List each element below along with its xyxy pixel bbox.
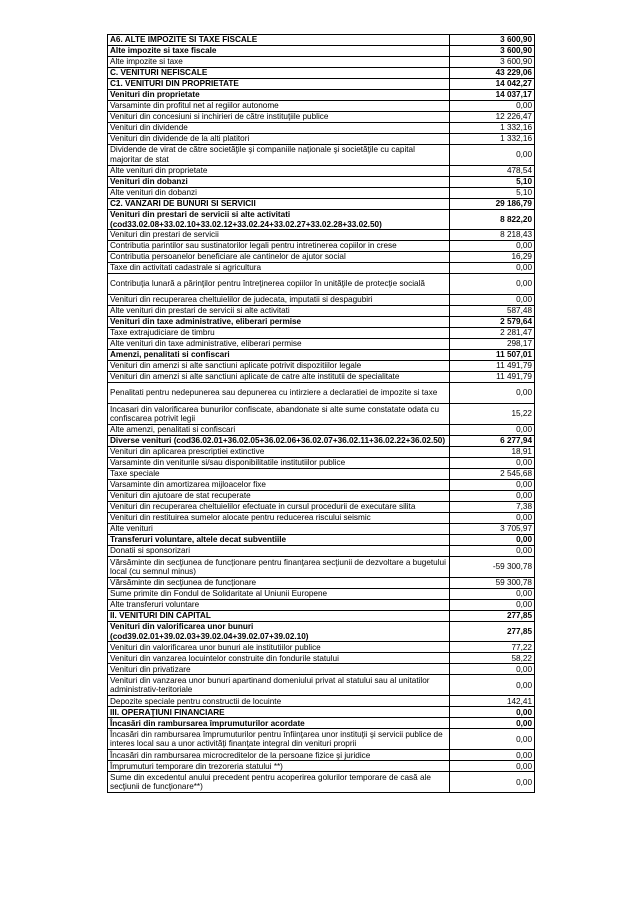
row-value: 1 332,16 <box>450 134 535 145</box>
table-row <box>108 524 535 535</box>
table-row <box>108 79 535 90</box>
row-label: Alte amenzi, penalitati si confiscari <box>108 425 450 436</box>
table-row <box>108 546 535 557</box>
row-label: Venituri din vanzarea locuintelor construite din fondurile statului <box>108 653 450 664</box>
row-label: Contributia parintilor sau sustinatorilor legali pentru intretinerea copiilor in crese <box>108 241 450 252</box>
table-row <box>108 274 535 295</box>
row-label: Venituri din ajutoare de stat recuperate <box>108 491 450 502</box>
table-row <box>108 557 535 578</box>
budget-revenue-table <box>107 34 535 793</box>
row-value: 0,00 <box>450 718 535 729</box>
table-row <box>108 188 535 199</box>
row-label: Alte venituri din taxe administrative, eliberari permise <box>108 339 450 350</box>
row-value: 0,00 <box>450 675 535 696</box>
row-value: 1 332,16 <box>450 123 535 134</box>
row-label: Venituri din recuperarea cheltuielilor efectuate in cursul procedurii de executare silita <box>108 502 450 513</box>
table-row <box>108 372 535 383</box>
row-label: Contributia persoanelor beneficiare ale cantinelor de ajutor social <box>108 252 450 263</box>
row-label: Venituri din taxe administrative, eliberari permise <box>108 317 450 328</box>
table-row <box>108 718 535 729</box>
table-row <box>108 339 535 350</box>
row-label: Contribuţia lunară a părinţilor pentru întreţinerea copiilor în unităţile de protecţie socială <box>108 274 450 295</box>
row-label: C1. VENITURI DIN PROPRIETATE <box>108 79 450 90</box>
row-label: Varsaminte din veniturile si/sau disponibilitatile institutiilor publice <box>108 458 450 469</box>
row-label: Încasări din rambursarea împrumuturilor pentru înfiinţarea unor instituţii şi servicii publice de interes local sau a unor activităţi finanţate integral din venituri proprii <box>108 729 450 750</box>
row-label: Taxe din activitati cadastrale si agricultura <box>108 263 450 274</box>
row-value: 0,00 <box>450 241 535 252</box>
table-row <box>108 263 535 274</box>
table-row <box>108 101 535 112</box>
table-row <box>108 295 535 306</box>
table-row <box>108 436 535 447</box>
row-label: Venituri din dividende de la alti platitori <box>108 134 450 145</box>
row-value: 8 822,20 <box>450 210 535 230</box>
table-row <box>108 611 535 622</box>
row-value: 16,29 <box>450 252 535 263</box>
table-row <box>108 383 535 404</box>
table-row <box>108 328 535 339</box>
row-label: Alte impozite si taxe <box>108 57 450 68</box>
row-label: Diverse venituri (cod36.02.01+36.02.05+36.02.06+36.02.07+36.02.11+36.02.22+36.02.50) <box>108 436 450 447</box>
row-label: Alte venituri din dobanzi <box>108 188 450 199</box>
table-row <box>108 425 535 436</box>
row-value: 8 218,43 <box>450 230 535 241</box>
row-value: 2 579,64 <box>450 317 535 328</box>
row-value: 0,00 <box>450 491 535 502</box>
row-value: 5,10 <box>450 188 535 199</box>
row-value: 0,00 <box>450 274 535 295</box>
row-label: Venituri din privatizare <box>108 664 450 675</box>
row-label: Vărsăminte din secţiunea de funcţionare pentru finanţarea secţiunii de dezvoltare a bugetului local (cu semnul minus) <box>108 557 450 578</box>
table-row <box>108 513 535 524</box>
table-row <box>108 404 535 425</box>
row-value: 0,00 <box>450 383 535 404</box>
row-value: 277,85 <box>450 611 535 622</box>
row-value: 3 705,97 <box>450 524 535 535</box>
row-value: 0,00 <box>450 750 535 761</box>
row-value: 2 281,47 <box>450 328 535 339</box>
budget-revenue-table-body <box>108 35 535 793</box>
row-label: Depozite speciale pentru constructii de locuinte <box>108 696 450 707</box>
row-label: Sume primite din Fondul de Solidaritate al Uniunii Europene <box>108 589 450 600</box>
row-value: -59 300,78 <box>450 557 535 578</box>
table-row <box>108 134 535 145</box>
table-row <box>108 729 535 750</box>
row-label: Dividende de virat de către societăţile şi companiile naţionale şi societăţile cu capital majoritar de stat <box>108 145 450 166</box>
row-label: Venituri din concesiuni si inchirieri de către instituţiile publice <box>108 112 450 123</box>
table-row <box>108 317 535 328</box>
table-row <box>108 447 535 458</box>
row-value: 0,00 <box>450 101 535 112</box>
row-value: 2 545,68 <box>450 469 535 480</box>
row-label: Alte impozite si taxe fiscale <box>108 46 450 57</box>
row-label: Donatii si sponsorizari <box>108 546 450 557</box>
table-row <box>108 361 535 372</box>
table-row <box>108 252 535 263</box>
row-label: Varsaminte din profitul net al regiilor autonome <box>108 101 450 112</box>
row-label: Alte venituri din proprietate <box>108 166 450 177</box>
row-value: 0,00 <box>450 458 535 469</box>
table-row <box>108 642 535 653</box>
row-value: 0,00 <box>450 589 535 600</box>
row-value: 3 600,90 <box>450 57 535 68</box>
row-value: 298,17 <box>450 339 535 350</box>
table-row <box>108 68 535 79</box>
row-value: 77,22 <box>450 642 535 653</box>
row-label: Venituri din dobanzi <box>108 177 450 188</box>
row-value: 14 037,17 <box>450 90 535 101</box>
row-value: 18,91 <box>450 447 535 458</box>
row-value: 11 507,01 <box>450 350 535 361</box>
table-row <box>108 578 535 589</box>
table-row <box>108 535 535 546</box>
table-row <box>108 653 535 664</box>
row-value: 15,22 <box>450 404 535 425</box>
row-label: A6. ALTE IMPOZITE SI TAXE FISCALE <box>108 35 450 46</box>
row-value: 0,00 <box>450 600 535 611</box>
row-value: 277,85 <box>450 622 535 642</box>
row-value: 0,00 <box>450 546 535 557</box>
row-value: 0,00 <box>450 729 535 750</box>
row-value: 11 491,79 <box>450 372 535 383</box>
row-label: Venituri din prestari de servicii si alte activitati (cod33.02.08+33.02.10+33.02.12+33.02.24+33.02.27+33.02.28+33.02.50) <box>108 210 450 230</box>
row-value: 0,00 <box>450 513 535 524</box>
row-label: Venituri din restituirea sumelor alocate pentru reducerea riscului seismic <box>108 513 450 524</box>
row-label: Venituri din aplicarea prescriptiei extinctive <box>108 447 450 458</box>
row-value: 6 277,94 <box>450 436 535 447</box>
table-row <box>108 112 535 123</box>
table-row <box>108 707 535 718</box>
row-value: 58,22 <box>450 653 535 664</box>
row-label: Amenzi, penalitati si confiscari <box>108 350 450 361</box>
row-label: Alte transferuri voluntare <box>108 600 450 611</box>
table-row <box>108 350 535 361</box>
row-label: Venituri din vanzarea unor bunuri apartinand domeniului privat al statului sau al unitatilor administrativ-teritoriale <box>108 675 450 696</box>
table-row <box>108 600 535 611</box>
row-label: Venituri din prestari de servicii <box>108 230 450 241</box>
row-label: Venituri din amenzi si alte sanctiuni aplicate potrivit dispozitiilor legale <box>108 361 450 372</box>
row-value: 14 042,27 <box>450 79 535 90</box>
row-value: 0,00 <box>450 664 535 675</box>
row-value: 0,00 <box>450 425 535 436</box>
row-label: C2. VANZARI DE BUNURI SI SERVICII <box>108 199 450 210</box>
table-row <box>108 90 535 101</box>
row-label: Penalitati pentru nedepunerea sau depunerea cu intirziere a declaratiei de impozite si taxe <box>108 383 450 404</box>
table-row <box>108 502 535 513</box>
row-label: Venituri din valorificarea unor bunuri ale institutiilor publice <box>108 642 450 653</box>
row-value: 0,00 <box>450 263 535 274</box>
row-label: Incasari din valorificarea bunurilor confiscate, abandonate si alte sume constatate odata cu confiscarea potrivit legii <box>108 404 450 425</box>
table-row <box>108 241 535 252</box>
row-label: II. VENITURI DIN CAPITAL <box>108 611 450 622</box>
table-row <box>108 664 535 675</box>
row-label: Varsaminte din amortizarea mijloacelor fixe <box>108 480 450 491</box>
row-label: III. OPERAŢIUNI FINANCIARE <box>108 707 450 718</box>
row-value: 5,10 <box>450 177 535 188</box>
row-label: Vărsăminte din secţiunea de funcţionare <box>108 578 450 589</box>
row-value: 0,00 <box>450 480 535 491</box>
table-row <box>108 57 535 68</box>
row-label: Alte venituri <box>108 524 450 535</box>
row-value: 142,41 <box>450 696 535 707</box>
table-row <box>108 458 535 469</box>
row-label: Venituri din amenzi si alte sanctiuni aplicate de catre alte institutii de specialitate <box>108 372 450 383</box>
row-value: 0,00 <box>450 535 535 546</box>
table-row <box>108 589 535 600</box>
row-label: Împrumuturi temporare din trezoreria statului **) <box>108 761 450 772</box>
row-value: 0,00 <box>450 295 535 306</box>
table-row <box>108 35 535 46</box>
row-label: Venituri din valorificarea unor bunuri (cod39.02.01+39.02.03+39.02.04+39.02.07+39.02.10) <box>108 622 450 642</box>
table-row <box>108 480 535 491</box>
table-row <box>108 306 535 317</box>
row-value: 43 229,06 <box>450 68 535 79</box>
table-row <box>108 675 535 696</box>
row-label: Taxe extrajudiciare de timbru <box>108 328 450 339</box>
table-row <box>108 469 535 480</box>
table-row <box>108 166 535 177</box>
row-value: 0,00 <box>450 707 535 718</box>
table-row <box>108 750 535 761</box>
table-row <box>108 145 535 166</box>
row-label: Taxe speciale <box>108 469 450 480</box>
row-label: Alte venituri din prestari de servicii si alte activitati <box>108 306 450 317</box>
row-value: 7,38 <box>450 502 535 513</box>
row-value: 0,00 <box>450 761 535 772</box>
row-value: 12 226,47 <box>450 112 535 123</box>
row-label: Transferuri voluntare, altele decat subventiile <box>108 535 450 546</box>
table-row <box>108 210 535 230</box>
table-row <box>108 123 535 134</box>
table-row <box>108 491 535 502</box>
row-value: 478,54 <box>450 166 535 177</box>
row-value: 3 600,90 <box>450 46 535 57</box>
table-row <box>108 772 535 793</box>
row-value: 29 186,79 <box>450 199 535 210</box>
row-value: 11 491,79 <box>450 361 535 372</box>
row-label: Încasări din rambursarea împrumuturilor acordate <box>108 718 450 729</box>
row-value: 587,48 <box>450 306 535 317</box>
row-label: Venituri din dividende <box>108 123 450 134</box>
row-label: Încasări din rambursarea microcreditelor de la persoane fizice şi juridice <box>108 750 450 761</box>
row-value: 0,00 <box>450 145 535 166</box>
row-value: 0,00 <box>450 772 535 793</box>
row-label: Venituri din proprietate <box>108 90 450 101</box>
table-row <box>108 46 535 57</box>
row-value: 3 600,90 <box>450 35 535 46</box>
table-row <box>108 696 535 707</box>
table-row <box>108 199 535 210</box>
table-row <box>108 622 535 642</box>
table-row <box>108 761 535 772</box>
table-row <box>108 177 535 188</box>
row-label: C. VENITURI NEFISCALE <box>108 68 450 79</box>
row-label: Venituri din recuperarea cheltuielilor de judecata, imputatii si despagubiri <box>108 295 450 306</box>
row-label: Sume din excedentul anului precedent pentru acoperirea golurilor temporare de casă ale secţiunii de funcţionare**) <box>108 772 450 793</box>
table-row <box>108 230 535 241</box>
row-value: 59 300,78 <box>450 578 535 589</box>
